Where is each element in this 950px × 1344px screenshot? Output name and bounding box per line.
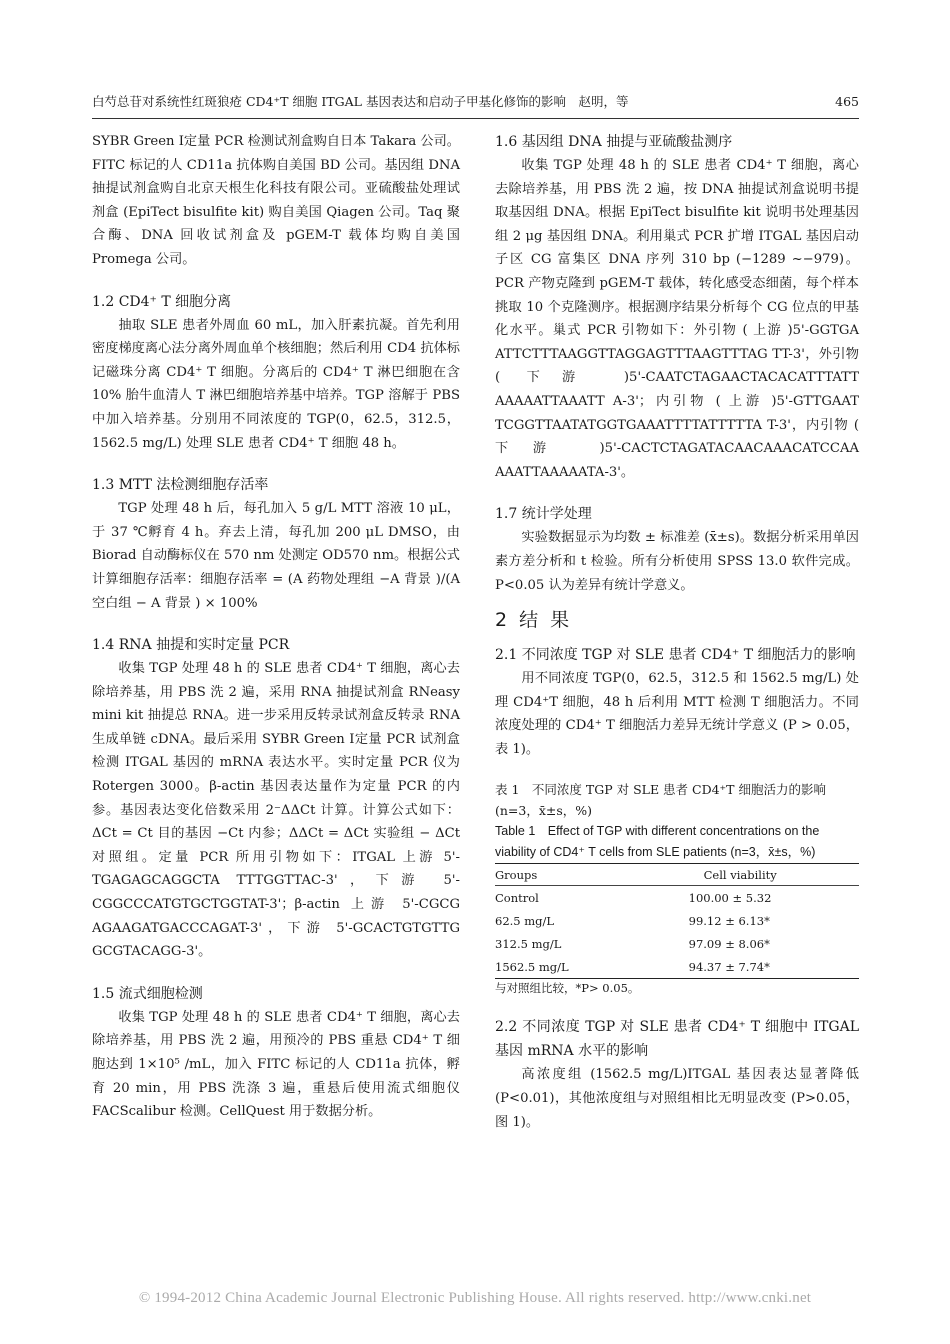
section-1-4-body: 收集 TGP 处理 48 h 的 SLE 患者 CD4⁺ T 细胞，离心去除培养基，用 PBS 洗 2 遍，采用 RNA 抽提试剂盒 RNeasy mini kit 抽提总 RNA。进一步采用反转录试剂盒反转录 RNA 生成单链 cDNA。最后采用 SYBR Green Ⅰ定量 PCR 试剂盒检测 ITGAL 基因的 mRNA 表达水平。实时定量 PCR 仪为 Rotergen 3000。β-actin 基因表达量作为定量 PCR 的内参。基因表达变化倍数采用 2⁻ΔΔCt 计算。计算公式如下：ΔCt = Ct 目的基因 −Ct 内参；ΔΔCt = ΔCt 实验组 − ΔCt 对照组。定量 PCR 所用引物如下：ITGAL 上游 5'-TGAGAGCAGGCTA TTTGGTTAC-3'，下游 5'-CGGCCCATGTGCTGGTAT-3'；β-actin 上游 5'-CGCG AGAAGATGACCCAGAT-3'，下游 5'-GCACTGTGTTG GCGTACAGG-3'。 <box>92 661 460 960</box>
table-1-caption-en: Table 1 Effect of TGP with different concentrations on the viability of CD4⁺ T cells from SLE patients (n=3，x̄±s，%) <box>495 824 820 860</box>
table-cell-viability: 97.09 ± 8.06* <box>688 936 770 951</box>
table-1-grid <box>495 863 859 979</box>
section-1-5-title: 1.5 流式细胞检测 <box>92 985 203 1002</box>
section-2-1-body: 用不同浓度 TGP(0，62.5，312.5 和 1562.5 mg/L) 处理 CD4⁺T 细胞，48 h 后利用 MTT 检测 T 细胞活力。不同浓度处理的 CD4⁺ T 细胞活力差异无统计学意义 (P > 0.05，表 1)。 <box>495 671 859 757</box>
table-cell-viability: 99.12 ± 6.13* <box>688 913 770 928</box>
table-1 <box>495 779 859 997</box>
section-1-3-body: TGP 处理 48 h 后，每孔加入 5 g/L MTT 溶液 10 μL，于 37 ℃孵育 4 h。弃去上清，每孔加 200 μL DMSO，由 Biorad 自动酶标仪在 570 nm 处测定 OD570 nm。根据公式计算细胞存活率：细胞存活率 = (A 药物处理组 −A 背景 )/(A 空白组 − A 背景 ) × 100% <box>92 501 460 611</box>
section-2-2-title: 2.2 不同浓度 TGP 对 SLE 患者 CD4⁺ T 细胞中 ITGAL 基因 mRNA 水平的影响 <box>495 1019 859 1060</box>
copyright-footer: © 1994-2012 China Academic Journal Electronic Publishing House. All rights reserved. http://www.cnki.net <box>138 1290 812 1306</box>
table-cell-group: 1562.5 mg/L <box>495 959 569 974</box>
left-column <box>92 130 460 1124</box>
section-1-7-title: 1.7 统计学处理 <box>495 506 592 523</box>
section-2-2-body: 高浓度组 (1562.5 mg/L)ITGAL 基因表达显著降低 (P<0.01)，其他浓度组与对照组相比无明显改变 (P>0.05，图 1)。 <box>495 1067 859 1130</box>
table-header-viability: Cell viability <box>703 867 777 882</box>
section-1-2-title: 1.2 CD4⁺ T 细胞分离 <box>92 293 232 310</box>
running-title: 白芍总苷对系统性红斑狼疮 CD4⁺T 细胞 ITGAL 基因表达和启动子甲基化修饰的影响 赵明，等 <box>92 94 629 109</box>
table-cell-group: 62.5 mg/L <box>495 913 555 928</box>
section-1-6-title: 1.6 基因组 DNA 抽提与亚硫酸盐测序 <box>495 134 733 150</box>
section-1-2-body: 抽取 SLE 患者外周血 60 mL，加入肝素抗凝。首先利用密度梯度离心法分离外周血单个核细胞；然后利用 CD4 抗体标记磁珠分离 CD4⁺ T 细胞。分离后的 CD4⁺ T 淋巴细胞在含 10% 胎牛血清人 T 淋巴细胞培养基中培养。TGP 溶解于 PBS 中加入培养基。分别用不同浓度的 TGP(0，62.5，312.5，1562.5 mg/L) 处理 SLE 患者 CD4⁺ T 细胞 48 h。 <box>92 317 460 451</box>
table-cell-viability: 94.37 ± 7.74* <box>688 959 770 974</box>
materials-paragraph: SYBR Green Ⅰ定量 PCR 检测试剂盒购自日本 Takara 公司。FITC 标记的人 CD11a 抗体购自美国 BD 公司。基因组 DNA 抽提试剂盒购自北京天根生化科技有限公司。亚硫酸盐处理试剂盒 (EpiTect bisulfite kit) 购自美国 Qiagen 公司。Taq 聚合酶、DNA 回收试剂盒及 pGEM-T 载体均购自美国 Promega 公司。 <box>92 134 460 267</box>
section-1-6-body: 收集 TGP 处理 48 h 的 SLE 患者 CD4⁺ T 细胞，离心去除培养基，用 PBS 洗 2 遍，按 DNA 抽提试剂盒说明书提取基因组 DNA。根据 EpiTect bisulfite kit 说明书处理基因组 2 μg 基因组 DNA。利用巢式 PCR 扩增 ITGAL 基因启动子区 CG 富集区 DNA 序列 310 bp (−1289 ~−979)。PCR 产物克隆到 pGEM-T 载体，转化感受态细菌，每个样本挑取 10 个克隆测序。根据测序结果分析每个 CG 位点的甲基化水平。巢式 PCR 引物如下：外引物 ( 上游 )5'-GGTGA ATTCTTTAAGGTTAGGAGTTTAAGTTTAG TT-3'，外引物 ( 下游 )5'-CAATCTAGAACTACACATTTATT AAAAATTAAATT A-3'；内引物 ( 上游 )5'-GTTGAAT TCGGTTAATATGGTGAAATTTTATTTTTA T-3'，内引物 ( 下游 )5'-CACTCTAGATACAACAAACATCCAA AAATTAAAAATA-3'。 <box>495 158 859 480</box>
right-column <box>495 130 859 1134</box>
section-2-title: 2 结 果 <box>495 609 573 632</box>
header-rule <box>92 118 859 119</box>
section-1-5-body: 收集 TGP 处理 48 h 的 SLE 患者 CD4⁺ T 细胞，离心去除培养基，用 PBS 洗 2 遍，用预冷的 PBS 重悬 CD4⁺ T 细胞达到 1×10⁵ /mL，加入 FITC 标记的人 CD11a 抗体，孵育 20 min，用 PBS 洗涤 3 遍，重悬后使用流式细胞仪 FACScalibur 检测。CellQuest 用于数据分析。 <box>92 1009 460 1120</box>
table-row <box>495 886 859 910</box>
table-row <box>495 955 859 979</box>
section-1-4-title: 1.4 RNA 抽提和实时定量 PCR <box>92 637 290 654</box>
table-cell-group: 312.5 mg/L <box>495 936 562 951</box>
table-row <box>495 909 859 932</box>
section-1-7-body: 实验数据显示为均数 ± 标准差 (x̄±s)。数据分析采用单因素方差分析和 t 检验。所有分析使用 SPSS 13.0 软件完成。P<0.05 认为差异有统计学意义。 <box>495 530 859 593</box>
table-1-caption-cn: 表 1 不同浓度 TGP 对 SLE 患者 CD4⁺T 细胞活力的影响 (n=3，x̄±s，%) <box>495 782 826 819</box>
running-header <box>92 93 859 111</box>
table-header-groups: Groups <box>495 867 538 882</box>
table-cell-viability: 100.00 ± 5.32 <box>688 890 772 905</box>
table-header-row <box>495 864 859 886</box>
table-cell-group: Control <box>495 890 539 905</box>
section-1-3-title: 1.3 MTT 法检测细胞存活率 <box>92 477 269 494</box>
table-1-note: 与对照组比较，*P> 0.05。 <box>495 981 640 996</box>
section-2-1-title: 2.1 不同浓度 TGP 对 SLE 患者 CD4⁺ T 细胞活力的影响 <box>495 647 856 664</box>
table-row <box>495 932 859 955</box>
page-number: 465 <box>835 94 859 109</box>
